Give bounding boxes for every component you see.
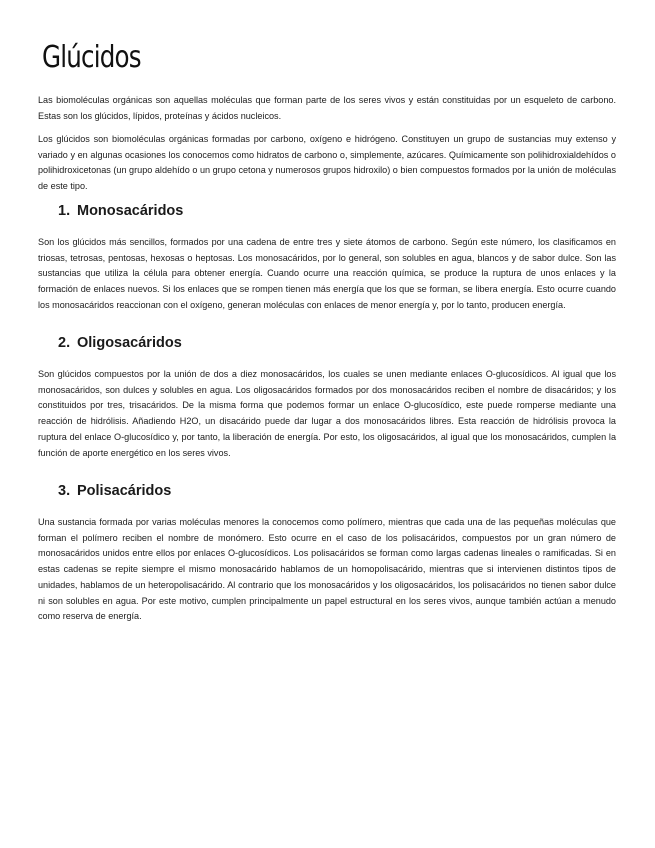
section-number: 3. [58,483,71,499]
section-paragraph-polisacaridos: Una sustancia formada por varias moléculas menores la conocemos como polímero, mientras que cada una de las pequeñas moléculas que forman el polímero reciben el nombre de monómero. Esto ocurre en el caso de los polisacáridos, compuestos por un gran número de monosacáridos unidos entre ellos por enlaces O-glucosídicos. Los polisacáridos se forman como largas cadenas lineales o ramificadas. Si en estas cadenas se repite siempre el mismo monosacárido hablamos de un homopolisacárido, mientras que si intervienen distintos tipos de unidades, hablamos de un heteropolisacárido. Al contrario que los monosacáridos y los oligosacáridos, los polisacáridos no tienen sabor dulce ni son solubles en agua. Por este motivo, cumplen principalmente un papel estructural en los seres vivos, aunque también actúan a menudo como reserva de energía. [38,517,616,622]
section-heading-label: Polisacáridos [77,483,172,499]
section-heading-oligosacaridos [58,335,182,351]
section-heading-monosacaridos [58,203,183,219]
intro-paragraph: Los glúcidos son biomoléculas orgánicas formadas por carbono, oxígeno e hidrógeno. Constituyen un grupo de sustancias muy extenso y variado y en algunas ocasiones los conocemos como hidratos de carbono o, simplemente, azúcares. Químicamente son polihidroxialdehídos o polihidroxicetonas (un grupo aldehído o un grupo cetona y numerosos grupos hidroxilo) o bien compuestos formados por la unión de moléculas de este tipo. [38,134,616,192]
intro-paragraph: Las biomoléculas orgánicas son aquellas moléculas que forman parte de los seres vivos y están constituidas por un esqueleto de carbono. Estas son los glúcidos, lípidos, proteínas y ácidos nucleicos. [38,95,616,121]
section-heading-label: Monosacáridos [77,203,184,219]
section-paragraph-oligosacaridos: Son glúcidos compuestos por la unión de dos a diez monosacáridos, los cuales se unen mediante enlaces O-glucosídicos. Al igual que los monosacáridos, son dulces y solubles en agua. Los oligosacáridos formados por dos monosacáridos reciben el nombre de disacáridos; y los constituidos por tres, trisacáridos. De la misma forma que podemos formar un enlace O-glucosídico, este puede romperse mediante una reacción de hidrólisis. Añadiendo H2O, un disacárido puede dar lugar a dos monosacáridos libres. Esta reacción de hidrólisis provoca la ruptura del enlace O-glucosídico y, por tanto, la liberación de energía. Por esto, los oligosacáridos, al igual que los monosacáridos, cumplen la función de aporte energético en los seres vivos. [38,369,616,458]
page-title: Glúcidos [42,40,141,75]
section-number: 2. [58,335,71,351]
section-paragraph-monosacaridos: Son los glúcidos más sencillos, formados por una cadena de entre tres y siete átomos de carbono. Según este número, los clasificamos en triosas, tetrosas, pentosas, hexosas o heptosas. Los monosacáridos, por lo general, son solubles en agua, blancos y de sabor dulce. Son las sustancias que utiliza la célula para obtener energía. Cuando ocurre una reacción química, se produce la ruptura de unos enlaces y la formación de enlaces nuevos. Si los enlaces que se rompen tienen más energía que los que se forman, se libera energía. Esto ocurre cuando los monosacáridos reaccionan con el oxígeno, generan moléculas con enlaces de menor energía y, por lo tanto, producen energía. [38,237,616,310]
section-number: 1. [58,203,71,219]
section-heading-label: Oligosacáridos [77,335,182,351]
section-heading-polisacaridos [58,483,171,499]
